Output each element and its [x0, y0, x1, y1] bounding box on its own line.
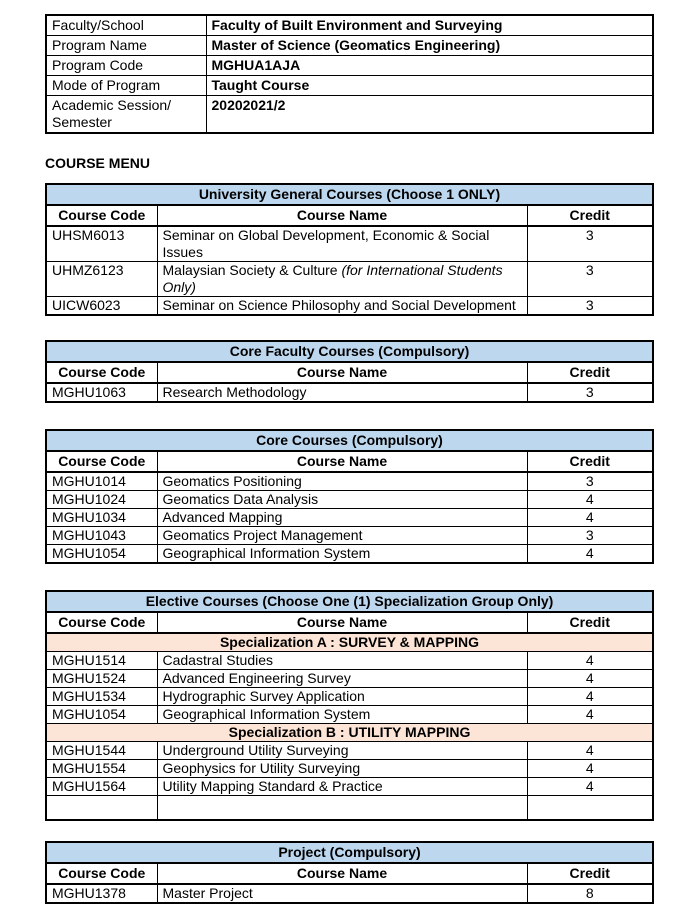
course-row — [46, 527, 653, 545]
course-name-cell: Underground Utility Surveying — [157, 742, 527, 760]
course-row — [46, 670, 653, 688]
course-row — [46, 884, 653, 903]
course-row — [46, 226, 653, 262]
course-table-body — [46, 184, 653, 315]
credit-cell: 4 — [527, 491, 653, 509]
course-code-cell: MGHU1524 — [46, 670, 157, 688]
table-title-row — [46, 341, 653, 362]
credit-cell: 3 — [527, 297, 653, 316]
column-header-row — [46, 205, 653, 226]
program-info-row — [46, 36, 653, 56]
credit-cell: 4 — [527, 742, 653, 760]
course-code-cell: MGHU1014 — [46, 472, 157, 491]
column-header-code: Course Code — [46, 205, 157, 226]
course-code-cell: MGHU1554 — [46, 760, 157, 778]
credit-cell: 4 — [527, 760, 653, 778]
column-header-name: Course Name — [157, 205, 527, 226]
column-header-name: Course Name — [157, 863, 527, 884]
program-info-label: Faculty/School — [46, 15, 206, 36]
course-name-cell: Geographical Information System — [157, 545, 527, 564]
course-row — [46, 742, 653, 760]
course-code-cell: MGHU1063 — [46, 383, 157, 402]
column-header-code: Course Code — [46, 863, 157, 884]
course-code-cell: MGHU1564 — [46, 778, 157, 796]
course-name-cell: Geomatics Project Management — [157, 527, 527, 545]
course-table — [45, 841, 654, 904]
program-info-value: Faculty of Built Environment and Surveying — [206, 15, 653, 36]
course-row — [46, 652, 653, 670]
program-info-table — [45, 14, 654, 134]
course-name-cell: Geophysics for Utility Surveying — [157, 760, 527, 778]
column-header-credit: Credit — [527, 451, 653, 472]
course-name-cell: Utility Mapping Standard & Practice — [157, 778, 527, 796]
course-table — [45, 340, 654, 403]
table-title-row — [46, 430, 653, 451]
column-header-code: Course Code — [46, 451, 157, 472]
course-table-body — [46, 842, 653, 903]
course-name-cell: Advanced Engineering Survey — [157, 670, 527, 688]
course-name-cell: Advanced Mapping — [157, 509, 527, 527]
course-row — [46, 491, 653, 509]
course-name-cell: Cadastral Studies — [157, 652, 527, 670]
course-row — [46, 509, 653, 527]
course-table — [45, 590, 654, 821]
credit-cell: 3 — [527, 383, 653, 402]
program-info-value: MGHUA1AJA — [206, 56, 653, 76]
credit-cell: 8 — [527, 884, 653, 903]
program-info-row — [46, 96, 653, 134]
course-code-cell: MGHU1024 — [46, 491, 157, 509]
table-title: University General Courses (Choose 1 ONLY) — [46, 184, 653, 205]
empty-cell — [157, 796, 527, 820]
program-info-label: Mode of Program — [46, 76, 206, 96]
credit-cell: 4 — [527, 509, 653, 527]
column-header-credit: Credit — [527, 612, 653, 633]
column-header-code: Course Code — [46, 612, 157, 633]
column-header-row — [46, 362, 653, 383]
credit-cell: 4 — [527, 778, 653, 796]
column-header-credit: Credit — [527, 205, 653, 226]
table-title: Project (Compulsory) — [46, 842, 653, 863]
course-row — [46, 545, 653, 564]
column-header-row — [46, 451, 653, 472]
course-name-cell: Research Methodology — [157, 383, 527, 402]
course-code-cell: MGHU1378 — [46, 884, 157, 903]
credit-cell: 3 — [527, 226, 653, 262]
course-code-cell: UHSM6013 — [46, 226, 157, 262]
course-row — [46, 706, 653, 724]
credit-cell: 4 — [527, 670, 653, 688]
table-title: Elective Courses (Choose One (1) Specialization Group Only) — [46, 591, 653, 612]
credit-cell: 3 — [527, 472, 653, 491]
credit-cell: 4 — [527, 545, 653, 564]
course-table-body — [46, 430, 653, 563]
course-name-cell: Seminar on Global Development, Economic & Social Issues — [157, 226, 527, 262]
program-info-row — [46, 56, 653, 76]
column-header-name: Course Name — [157, 451, 527, 472]
course-code-cell: MGHU1043 — [46, 527, 157, 545]
credit-cell: 3 — [527, 527, 653, 545]
column-header-row — [46, 612, 653, 633]
specialization-label: Specialization B : UTILITY MAPPING — [46, 724, 653, 742]
course-table — [45, 429, 654, 564]
course-table — [45, 183, 654, 316]
program-info-body — [46, 15, 653, 133]
empty-cell — [46, 796, 157, 820]
course-code-cell: UHMZ6123 — [46, 262, 157, 297]
course-name-cell: Master Project — [157, 884, 527, 903]
course-row — [46, 688, 653, 706]
program-info-value: Master of Science (Geomatics Engineering) — [206, 36, 653, 56]
course-table-body — [46, 591, 653, 820]
course-table-body — [46, 341, 653, 402]
course-row — [46, 760, 653, 778]
specialization-label: Specialization A : SURVEY & MAPPING — [46, 633, 653, 652]
course-code-cell: MGHU1054 — [46, 545, 157, 564]
course-code-cell: MGHU1034 — [46, 509, 157, 527]
program-info-label: Program Name — [46, 36, 206, 56]
specialization-row — [46, 633, 653, 652]
empty-row — [46, 796, 653, 820]
course-name-cell: Seminar on Science Philosophy and Social Development — [157, 297, 527, 316]
program-info-row — [46, 76, 653, 96]
table-title-row — [46, 591, 653, 612]
table-title-row — [46, 184, 653, 205]
course-code-cell: MGHU1534 — [46, 688, 157, 706]
credit-cell: 4 — [527, 688, 653, 706]
credit-cell: 4 — [527, 706, 653, 724]
course-code-cell: MGHU1514 — [46, 652, 157, 670]
specialization-row — [46, 724, 653, 742]
course-code-cell: UICW6023 — [46, 297, 157, 316]
column-header-name: Course Name — [157, 612, 527, 633]
column-header-name: Course Name — [157, 362, 527, 383]
program-info-value: 20202021/2 — [206, 96, 653, 134]
course-row — [46, 262, 653, 297]
column-header-credit: Credit — [527, 362, 653, 383]
table-title: Core Courses (Compulsory) — [46, 430, 653, 451]
table-title: Core Faculty Courses (Compulsory) — [46, 341, 653, 362]
program-info-label: Program Code — [46, 56, 206, 76]
program-info-value: Taught Course — [206, 76, 653, 96]
program-info-row — [46, 15, 653, 36]
course-row — [46, 778, 653, 796]
course-name-cell: Geographical Information System — [157, 706, 527, 724]
credit-cell: 4 — [527, 652, 653, 670]
column-header-credit: Credit — [527, 863, 653, 884]
course-name-cell: Malaysian Society & Culture (for International Students Only) — [157, 262, 527, 297]
table-title-row — [46, 842, 653, 863]
column-header-row — [46, 863, 653, 884]
program-info-label: Academic Session/ Semester — [46, 96, 206, 134]
course-row — [46, 472, 653, 491]
empty-cell — [527, 796, 653, 820]
course-code-cell: MGHU1544 — [46, 742, 157, 760]
course-name-cell: Geomatics Positioning — [157, 472, 527, 491]
course-row — [46, 297, 653, 316]
course-code-cell: MGHU1054 — [46, 706, 157, 724]
course-name-cell: Hydrographic Survey Application — [157, 688, 527, 706]
course-tables — [45, 183, 652, 904]
credit-cell: 3 — [527, 262, 653, 297]
course-name-cell: Geomatics Data Analysis — [157, 491, 527, 509]
course-name-italic-note: (for International Students Only) — [162, 262, 503, 295]
course-menu-heading: COURSE MENU — [45, 155, 151, 171]
course-row — [46, 383, 653, 402]
column-header-code: Course Code — [46, 362, 157, 383]
